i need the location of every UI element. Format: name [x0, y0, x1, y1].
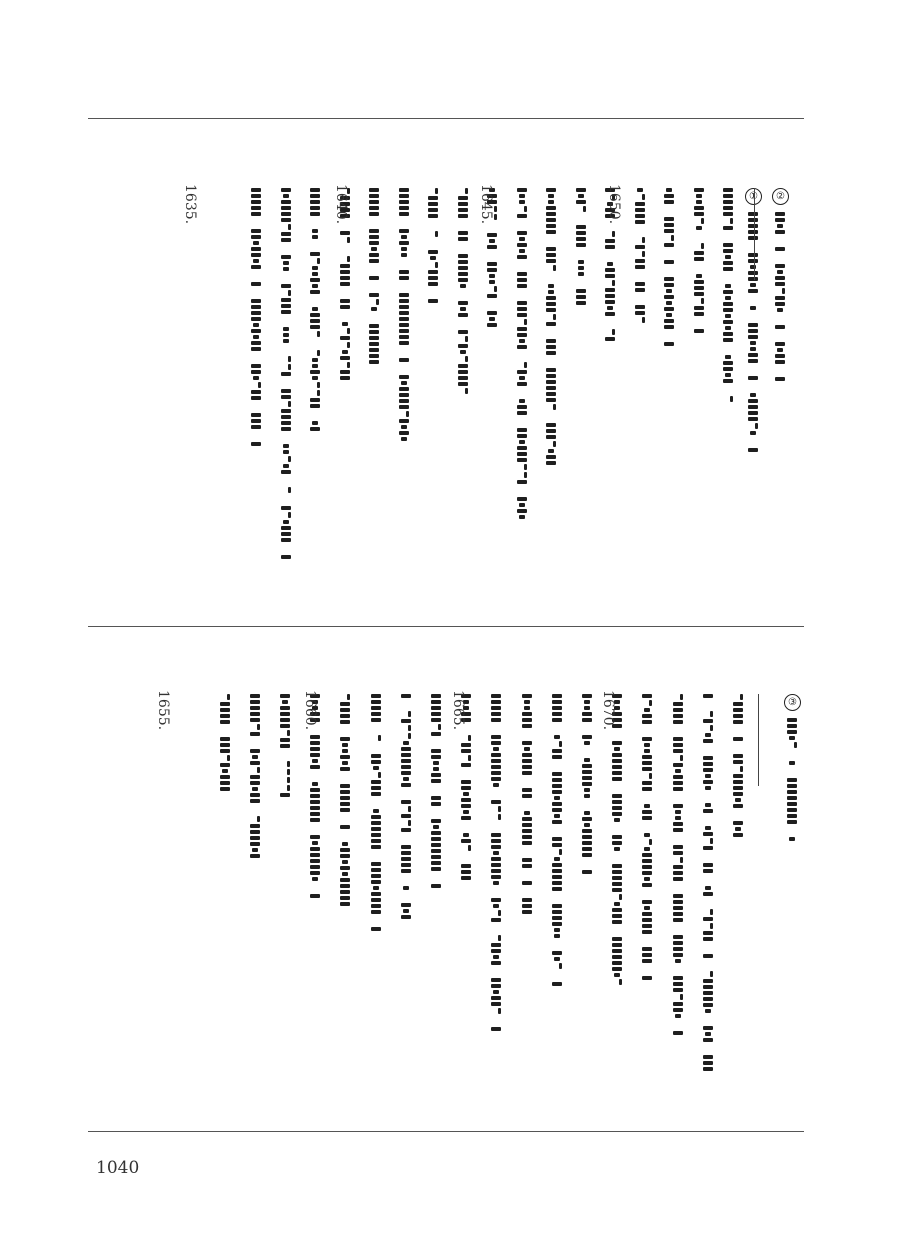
- line-number: 1635.: [182, 184, 198, 225]
- line-text: [364, 188, 386, 336]
- line-text: [512, 188, 534, 487]
- line-text: [571, 188, 593, 282]
- line-text: [453, 188, 475, 363]
- line-text: [698, 694, 720, 1003]
- line-text: [396, 694, 418, 887]
- line-text: [630, 188, 652, 314]
- footnote-marker: ①: [745, 188, 762, 205]
- line-number: 1660.: [302, 690, 318, 731]
- bottom-rule: [88, 1131, 804, 1132]
- line-text: [689, 188, 711, 300]
- line-text: [607, 694, 629, 945]
- line-text: [541, 188, 563, 400]
- line-text: [394, 188, 416, 420]
- line-number: 1650.: [606, 184, 622, 225]
- footnote-separator: [754, 188, 755, 280]
- page-number: 1040: [96, 1158, 140, 1178]
- line-text: [246, 188, 268, 402]
- line-text: [547, 694, 569, 941]
- line-text: [659, 188, 681, 336]
- line-text: [366, 694, 388, 897]
- line-number: 1665.: [450, 690, 466, 731]
- line-number: 1655.: [155, 690, 171, 731]
- line-text: [486, 694, 508, 981]
- line-text: [728, 694, 750, 826]
- middle-rule: [88, 626, 804, 627]
- footnote-marker: ②: [772, 188, 789, 205]
- line-text: [215, 694, 237, 785]
- footnote-marker: ③: [784, 694, 801, 711]
- top-rule: [88, 118, 804, 119]
- line-text: [423, 188, 445, 298]
- line-text: [668, 694, 690, 971]
- line-text: [637, 694, 659, 939]
- line-text: [305, 188, 327, 406]
- line-number: 1645.: [478, 184, 494, 225]
- footnote-text: [782, 714, 804, 824]
- line-text: [276, 188, 298, 484]
- line-number: 1640.: [333, 184, 349, 225]
- line-text: [245, 694, 267, 846]
- line-text: [335, 694, 357, 883]
- line-text: [718, 188, 740, 380]
- footnote-text: [770, 208, 792, 355]
- line-text: [426, 694, 448, 876]
- line-text: [517, 694, 539, 879]
- line-number: 1670.: [600, 690, 616, 731]
- footnote-separator: [758, 694, 759, 786]
- line-text: [275, 694, 297, 787]
- line-text: [577, 694, 599, 839]
